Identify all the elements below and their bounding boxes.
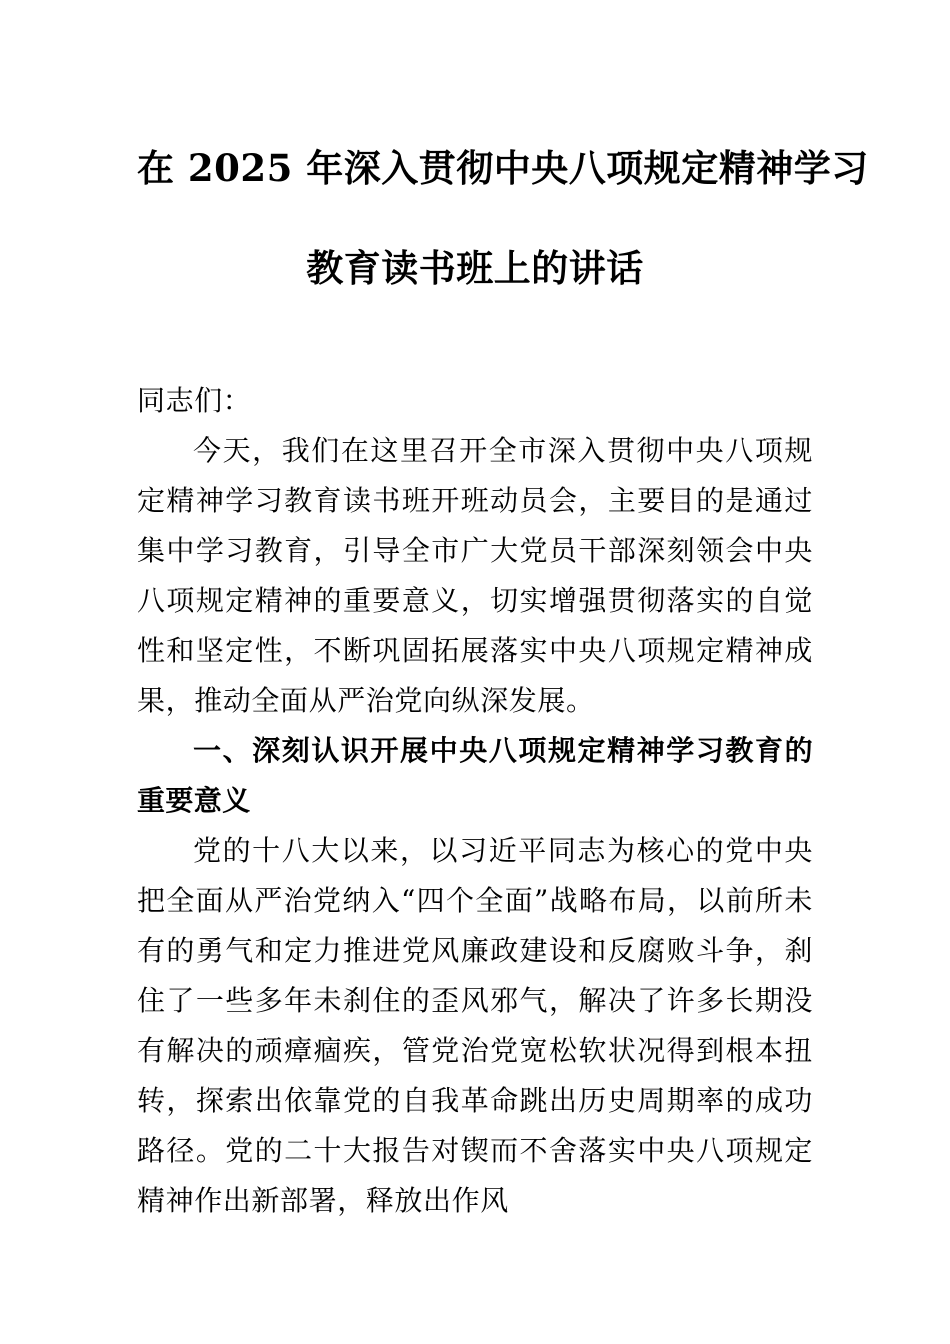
salutation: 同志们： xyxy=(137,384,252,417)
section-heading-1: 一、深刻认识开展中央八项规定精神学习教育的重要意义 xyxy=(137,735,813,816)
document-content xyxy=(137,0,869,1226)
page-title xyxy=(137,0,869,318)
body-paragraph-2: 党的十八大以来，以习近平同志为核心的党中央把全面从严治党纳入“四个全面”战略布局，以前所未有的勇气和定力推进党风廉政建设和反腐败斗争，刹住了一些多年未刹住的歪风邪气，解决了许多长期没有解决的顽瘴痼疾，管党治党宽松软状况得到根本扭转，探索出依靠党的自我革命跳出历史周期率的成功路径。党的二十大报告对锲而不舍落实中央八项规定精神作出新部署，释放出作风 xyxy=(137,834,813,1217)
page-title-line-2: 教育读书班上的讲话 xyxy=(306,246,644,290)
page-title-line-1: 在 2025 年深入贯彻中央八项规定精神学习 xyxy=(137,146,869,190)
document-body xyxy=(137,376,813,1226)
body-paragraph-1: 今天，我们在这里召开全市深入贯彻中央八项规定精神学习教育读书班开班动员会，主要目的是通过集中学习教育，引导全市广大党员干部深刻领会中央八项规定精神的重要意义，切实增强贯彻落实的自觉性和坚定性，不断巩固拓展落实中央八项规定精神成果，推动全面从严治党向纵深发展。 xyxy=(137,434,813,717)
